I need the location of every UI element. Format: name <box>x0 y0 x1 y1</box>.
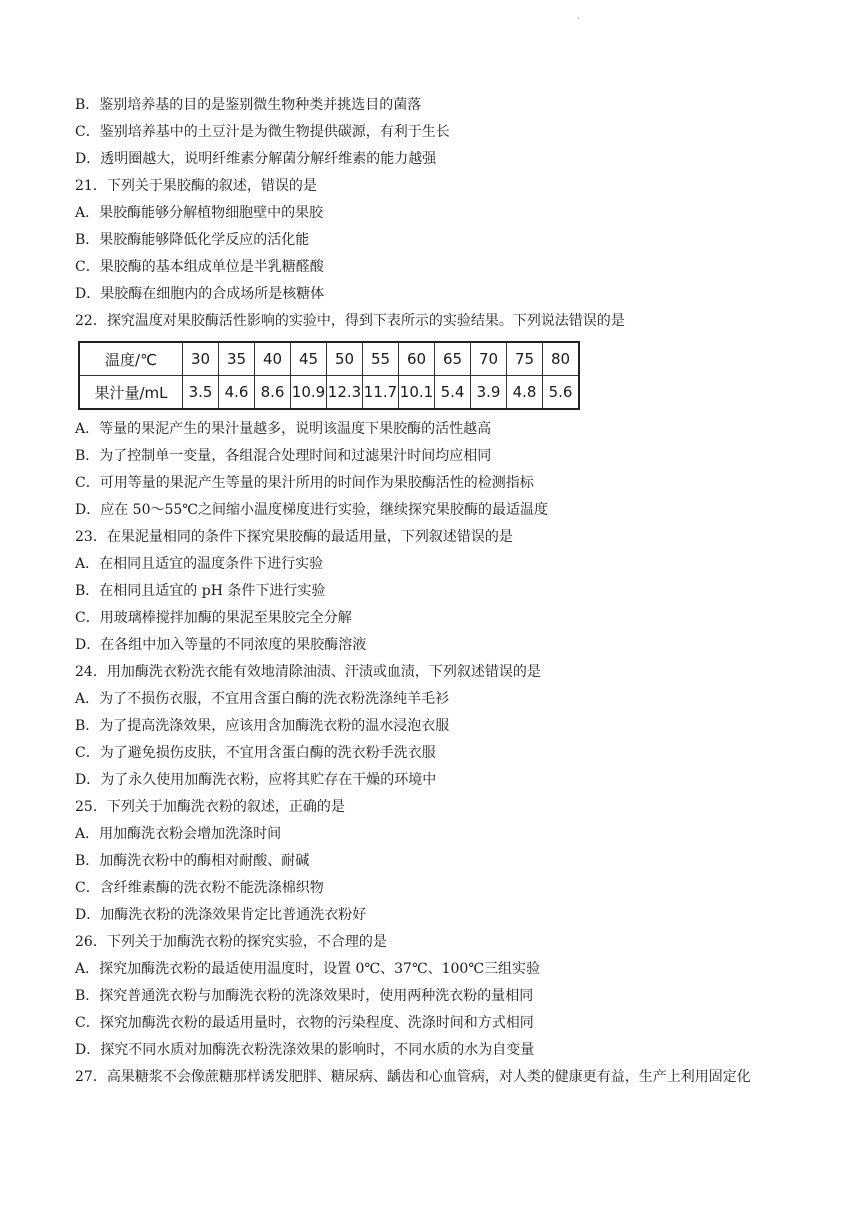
temperature-value-cell: 80 <box>543 342 580 376</box>
temperature-header-cell: 温度/℃ <box>79 342 183 376</box>
temperature-value-cell: 55 <box>363 342 399 376</box>
answer-option: B．为了提高洗涤效果，应该用含加酶洗衣粉的温水浸泡衣服 <box>75 718 450 734</box>
question-stem: 23．在果泥量相同的条件下探究果胶酶的最适用量，下列叙述错误的是 <box>75 529 513 545</box>
answer-option: A．等量的果泥产生的果汁量越多，说明该温度下果胶酶的活性越高 <box>75 421 492 437</box>
answer-option: C．含纤维素酶的洗衣粉不能洗涤棉织物 <box>75 880 324 896</box>
answer-option: D．加酶洗衣粉的洗涤效果肯定比普通洗衣粉好 <box>75 907 367 923</box>
juice-volume-value-cell: 5.4 <box>435 376 471 410</box>
temperature-value-cell: 75 <box>507 342 543 376</box>
answer-option: D．为了永久使用加酶洗衣粉，应将其贮存在干燥的环境中 <box>75 772 437 788</box>
answer-option: D．在各组中加入等量的不同浓度的果胶酶溶液 <box>75 637 367 653</box>
juice-volume-value-cell: 4.6 <box>219 376 255 410</box>
question-stem: 26．下列关于加酶洗衣粉的探究实验，不合理的是 <box>75 934 387 950</box>
question-stem: 25．下列关于加酶洗衣粉的叙述，正确的是 <box>75 799 345 815</box>
answer-option: A．果胶酶能够分解植物细胞壁中的果胶 <box>75 205 324 221</box>
juice-volume-value-cell: 12.3 <box>327 376 363 410</box>
temperature-row <box>79 342 579 376</box>
answer-option: A．探究加酶洗衣粉的最适使用温度时，设置 0℃、37℃、100℃三组实验 <box>75 961 540 977</box>
juice-volume-value-cell: 11.7 <box>363 376 399 410</box>
answer-option: D．应在 50～55℃之间缩小温度梯度进行实验，继续探究果胶酶的最适温度 <box>75 502 548 518</box>
header-dot: · <box>577 14 580 23</box>
question-block-after-table <box>75 416 805 1091</box>
answer-option: C．果胶酶的基本组成单位是半乳糖醛酸 <box>75 259 324 275</box>
answer-option: C．用玻璃棒搅拌加酶的果泥至果胶完全分解 <box>75 610 352 626</box>
answer-option: B．探究普通洗衣粉与加酶洗衣粉的洗涤效果时，使用两种洗衣粉的量相同 <box>75 988 534 1004</box>
juice-volume-header-cell: 果汁量/mL <box>79 376 183 410</box>
answer-option: A．在相同且适宜的温度条件下进行实验 <box>75 556 324 572</box>
answer-option: B．在相同且适宜的 pH 条件下进行实验 <box>75 583 326 599</box>
juice-volume-row <box>79 376 579 410</box>
question-block-before-table <box>75 92 805 335</box>
juice-volume-value-cell: 10.1 <box>399 376 435 410</box>
answer-option: A．为了不损伤衣服，不宜用含蛋白酶的洗衣粉洗涤纯羊毛衫 <box>75 691 450 707</box>
temperature-value-cell: 40 <box>255 342 291 376</box>
temperature-juice-table <box>78 341 580 410</box>
question-stem: 24．用加酶洗衣粉洗衣能有效地清除油渍、汗渍或血渍，下列叙述错误的是 <box>75 664 541 680</box>
juice-volume-value-cell: 3.9 <box>471 376 507 410</box>
answer-option: B．为了控制单一变量，各组混合处理时间和过滤果汁时间均应相同 <box>75 448 492 464</box>
answer-option: A．用加酶洗衣粉会增加洗涤时间 <box>75 826 282 842</box>
answer-option: C．探究加酶洗衣粉的最适用量时，衣物的污染程度、洗涤时间和方式相同 <box>75 1015 534 1031</box>
data-table-wrapper <box>78 341 805 410</box>
question-stem: 27．高果糖浆不会像蔗糖那样诱发肥胖、糖尿病、龋齿和心血管病，对人类的健康更有益，生产上利用固定化 <box>75 1069 751 1085</box>
question-stem: 21．下列关于果胶酶的叙述，错误的是 <box>75 178 317 194</box>
answer-option: B．加酶洗衣粉中的酶相对耐酸、耐碱 <box>75 853 310 869</box>
answer-option: C．为了避免损伤皮肤，不宜用含蛋白酶的洗衣粉手洗衣服 <box>75 745 436 761</box>
juice-volume-value-cell: 4.8 <box>507 376 543 410</box>
answer-option: C．可用等量的果泥产生等量的果汁所用的时间作为果胶酶活性的检测指标 <box>75 475 534 491</box>
temperature-value-cell: 60 <box>399 342 435 376</box>
juice-volume-value-cell: 10.9 <box>291 376 327 410</box>
answer-option: D．探究不同水质对加酶洗衣粉洗涤效果的影响时，不同水质的水为自变量 <box>75 1042 535 1058</box>
temperature-value-cell: 65 <box>435 342 471 376</box>
temperature-value-cell: 50 <box>327 342 363 376</box>
temperature-value-cell: 30 <box>183 342 219 376</box>
temperature-value-cell: 70 <box>471 342 507 376</box>
exam-page <box>75 92 805 1091</box>
juice-volume-value-cell: 3.5 <box>183 376 219 410</box>
question-stem: 22．探究温度对果胶酶活性影响的实验中，得到下表所示的实验结果。下列说法错误的是 <box>75 313 625 329</box>
juice-volume-value-cell: 5.6 <box>543 376 580 410</box>
answer-option: C．鉴别培养基中的土豆汁是为微生物提供碳源，有利于生长 <box>75 124 450 140</box>
temperature-value-cell: 45 <box>291 342 327 376</box>
answer-option: D．果胶酶在细胞内的合成场所是核糖体 <box>75 286 325 302</box>
answer-option: B．鉴别培养基的目的是鉴别微生物种类并挑选目的菌落 <box>75 97 422 113</box>
answer-option: B．果胶酶能够降低化学反应的活化能 <box>75 232 310 248</box>
temperature-value-cell: 35 <box>219 342 255 376</box>
juice-volume-value-cell: 8.6 <box>255 376 291 410</box>
answer-option: D．透明圈越大，说明纤维素分解菌分解纤维素的能力越强 <box>75 151 437 167</box>
